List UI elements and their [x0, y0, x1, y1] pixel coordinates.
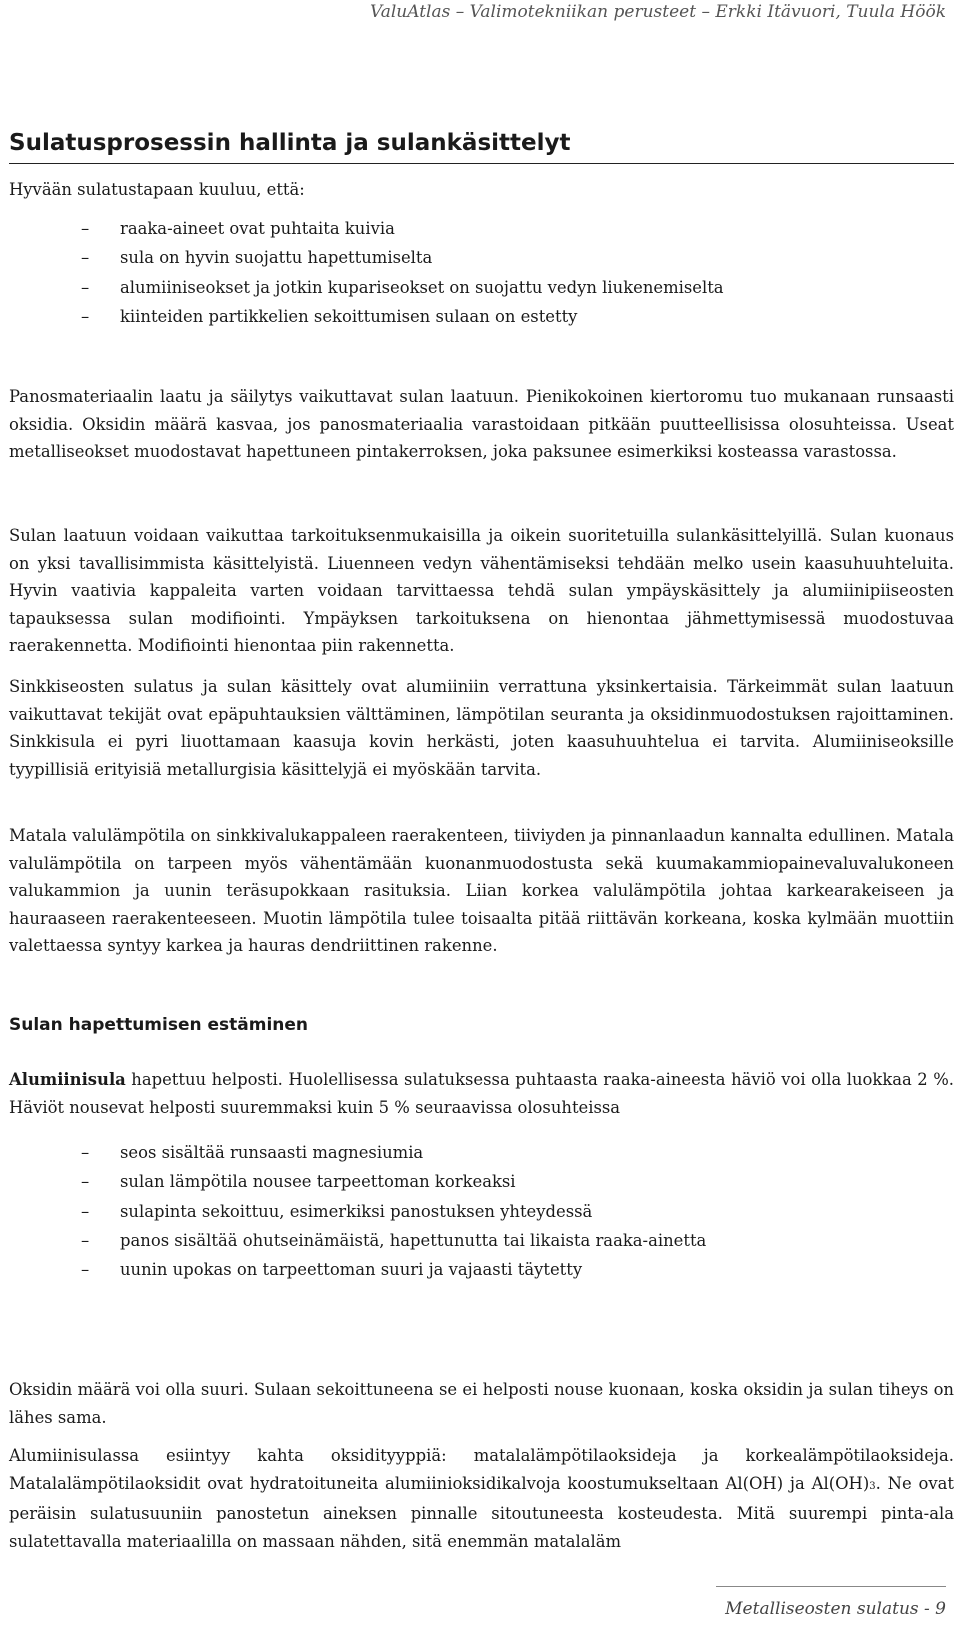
casting-temperature-paragraph: [9, 822, 954, 960]
footer-divider: [716, 1586, 946, 1587]
conditions-list: [9, 1138, 954, 1284]
paragraph-text: Panosmateriaalin laatu ja säilytys vaikuttavat sulan laatuun. Pienikokoinen kiertoromu tuo mukanaan runsaasti oksidia. Oksidin määrä kasvaa, jos panosmateriaalia varastoidaan pitkään puutteellisissa olosuhteissa. Useat metalliseokset muodostavat hapettuneen pintakerroksen, joka paksunee esimerkiksi kosteassa varastossa.: [9, 387, 954, 461]
list-item: [9, 273, 954, 302]
melt-treatment-paragraph: [9, 522, 954, 660]
list-item: [9, 302, 954, 331]
dash-bullet: –: [81, 306, 90, 326]
list-item-text: raaka-aineet ovat puhtaita kuivia: [120, 219, 395, 238]
paragraph-rest: hapettuu helposti. Huolellisessa sulatuksessa puhtaasta raaka-aineesta häviö voi olla luokkaa 2 %. Häviöt nousevat helposti suuremmaksi kuin 5 % seuraavissa olosuhteissa: [9, 1070, 954, 1117]
oxide-types-paragraph: [9, 1442, 954, 1555]
list-item-text: panos sisältää ohutseinämäistä, hapettunutta tai likaista raaka-ainetta: [120, 1230, 707, 1250]
paragraph-text: Matala valulämpötila on sinkkivalukappaleen raerakenteen, tiiviyden ja pinnanlaadun kannalta edullinen. Matala valulämpötila on tarpeen myös vähentämään kuonanmuodostusta sekä kuumakammiopainevaluvalukoneen valukammion ja uunin teräsupokkaan rasituksia. Liian korkea valulämpötila johtaa karkearakeiseen ja hauraaseen raerakenteeseen. Muotin lämpötila tulee toisaalta pitää riittävän korkeana, koska kylmään muottiin valettaessa syntyy karkea ja hauras dendriittinen rakenne.: [9, 826, 954, 955]
dash-bullet: –: [81, 219, 90, 238]
bold-term: Alumiinisula: [9, 1070, 126, 1089]
dash-bullet: –: [81, 277, 90, 297]
running-header: ValuAtlas – Valimotekniikan perusteet – Erkki Itävuori, Tuula Höök: [370, 2, 946, 22]
dash-bullet: –: [81, 1260, 90, 1280]
paragraph-part: . Ne ovat peräisin sulatusuuniin panostetun aineksen pinnalle sitoutuneesta kosteudesta. Mitä suurempi pinta-ala sulatettavalla materiaalilla on massaan nähden, sitä enemmän matalaläm: [9, 1473, 954, 1551]
section-title: Sulatusprosessin hallinta ja sulankäsittelyt: [9, 130, 954, 164]
paragraph-text: [9, 1066, 954, 1121]
subscript: 3: [869, 1480, 876, 1492]
dash-bullet: –: [81, 1230, 90, 1250]
intro-paragraph: [9, 176, 954, 204]
list-item-text: sulan lämpötila nousee tarpeettoman korkeaksi: [120, 1172, 516, 1192]
page-footer: Metalliseosten sulatus - 9: [725, 1599, 946, 1619]
paragraph-text: Sulan laatuun voidaan vaikuttaa tarkoituksenmukaisilla ja oikein suoritetuilla sulankäsittelyillä. Sulan kuonaus on yksi tavallisimmista käsittelyistä. Liuenneen vedyn vähentämiseksi tehdään melko usein kaasuhuuhteluita. Hyvin vaativia kappaleita varten voidaan tarvittaessa tehdä sulan ympäyskäsittely ja alumiinipiiseosten tapauksessa sulan modifiointi. Ympäyksen tarkoituksena on hienontaa jähmettymisessä muodostuvaa raerakennetta. Modifiointi hienontaa piin rakennetta.: [9, 526, 954, 655]
dash-bullet: –: [81, 1143, 90, 1162]
list-item: [9, 1167, 954, 1196]
list-item-text: kiinteiden partikkelien sekoittumisen sulaan on estetty: [120, 306, 578, 326]
list-item-text: sulapinta sekoittuu, esimerkiksi panostuksen yhteydessä: [120, 1201, 593, 1221]
paragraph-text: [9, 1442, 954, 1555]
dash-bullet: –: [81, 1201, 90, 1221]
list-item: [9, 1226, 954, 1255]
dash-bullet: –: [81, 248, 90, 268]
list-item: [9, 1197, 954, 1226]
dash-bullet: –: [81, 1172, 90, 1192]
zinc-alloy-paragraph: [9, 673, 954, 783]
charge-material-paragraph: [9, 383, 954, 466]
list-item: [9, 243, 954, 272]
list-item-text: alumiiniseokset ja jotkin kupariseokset on suojattu vedyn liukenemiselta: [120, 277, 724, 297]
list-item: [9, 214, 954, 243]
subsection-heading: Sulan hapettumisen estäminen: [9, 1015, 309, 1035]
paragraph-text: Oksidin määrä voi olla suuri. Sulaan sekoittuneena se ei helposti nouse kuonaan, koska oksidin ja sulan tiheys on lähes sama.: [9, 1380, 954, 1427]
paragraph-part: Alumiinisulassa esiintyy kahta oksidityyppiä: matalalämpötilaoksideja ja korkealämpötilaoksideja. Matalalämpötilaoksidit ovat hydratoituneita alumiinioksidikalvoja koostumukseltaan Al(OH) ja Al(OH): [9, 1446, 954, 1493]
aluminium-melt-paragraph: [9, 1066, 954, 1121]
list-item: [9, 1138, 954, 1167]
list-item-text: seos sisältää runsaasti magnesiumia: [120, 1143, 424, 1162]
list-item-text: uunin upokas on tarpeettoman suuri ja vajaasti täytetty: [120, 1260, 583, 1280]
oxide-amount-paragraph: [9, 1376, 954, 1431]
list-item: [9, 1255, 954, 1284]
requirements-list: [9, 214, 954, 331]
paragraph-text: Sinkkiseosten sulatus ja sulan käsittely ovat alumiiniin verrattuna yksinkertaisia. Tärkeimmät sulan laatuun vaikuttavat tekijät ovat epäpuhtauksien välttäminen, lämpötilan seuranta ja oksidinmuodostuksen rajoittaminen. Sinkkisula ei pyri liuottamaan kaasuja kovin herkästi, joten kaasuhuuhtelua ei tarvita. Alumiiniseoksille tyypillisiä erityisiä metallurgisia käsittelyjä ei myöskään tarvita.: [9, 677, 954, 779]
intro-text: Hyvään sulatustapaan kuuluu, että:: [9, 180, 305, 199]
list-item-text: sula on hyvin suojattu hapettumiselta: [120, 248, 433, 268]
